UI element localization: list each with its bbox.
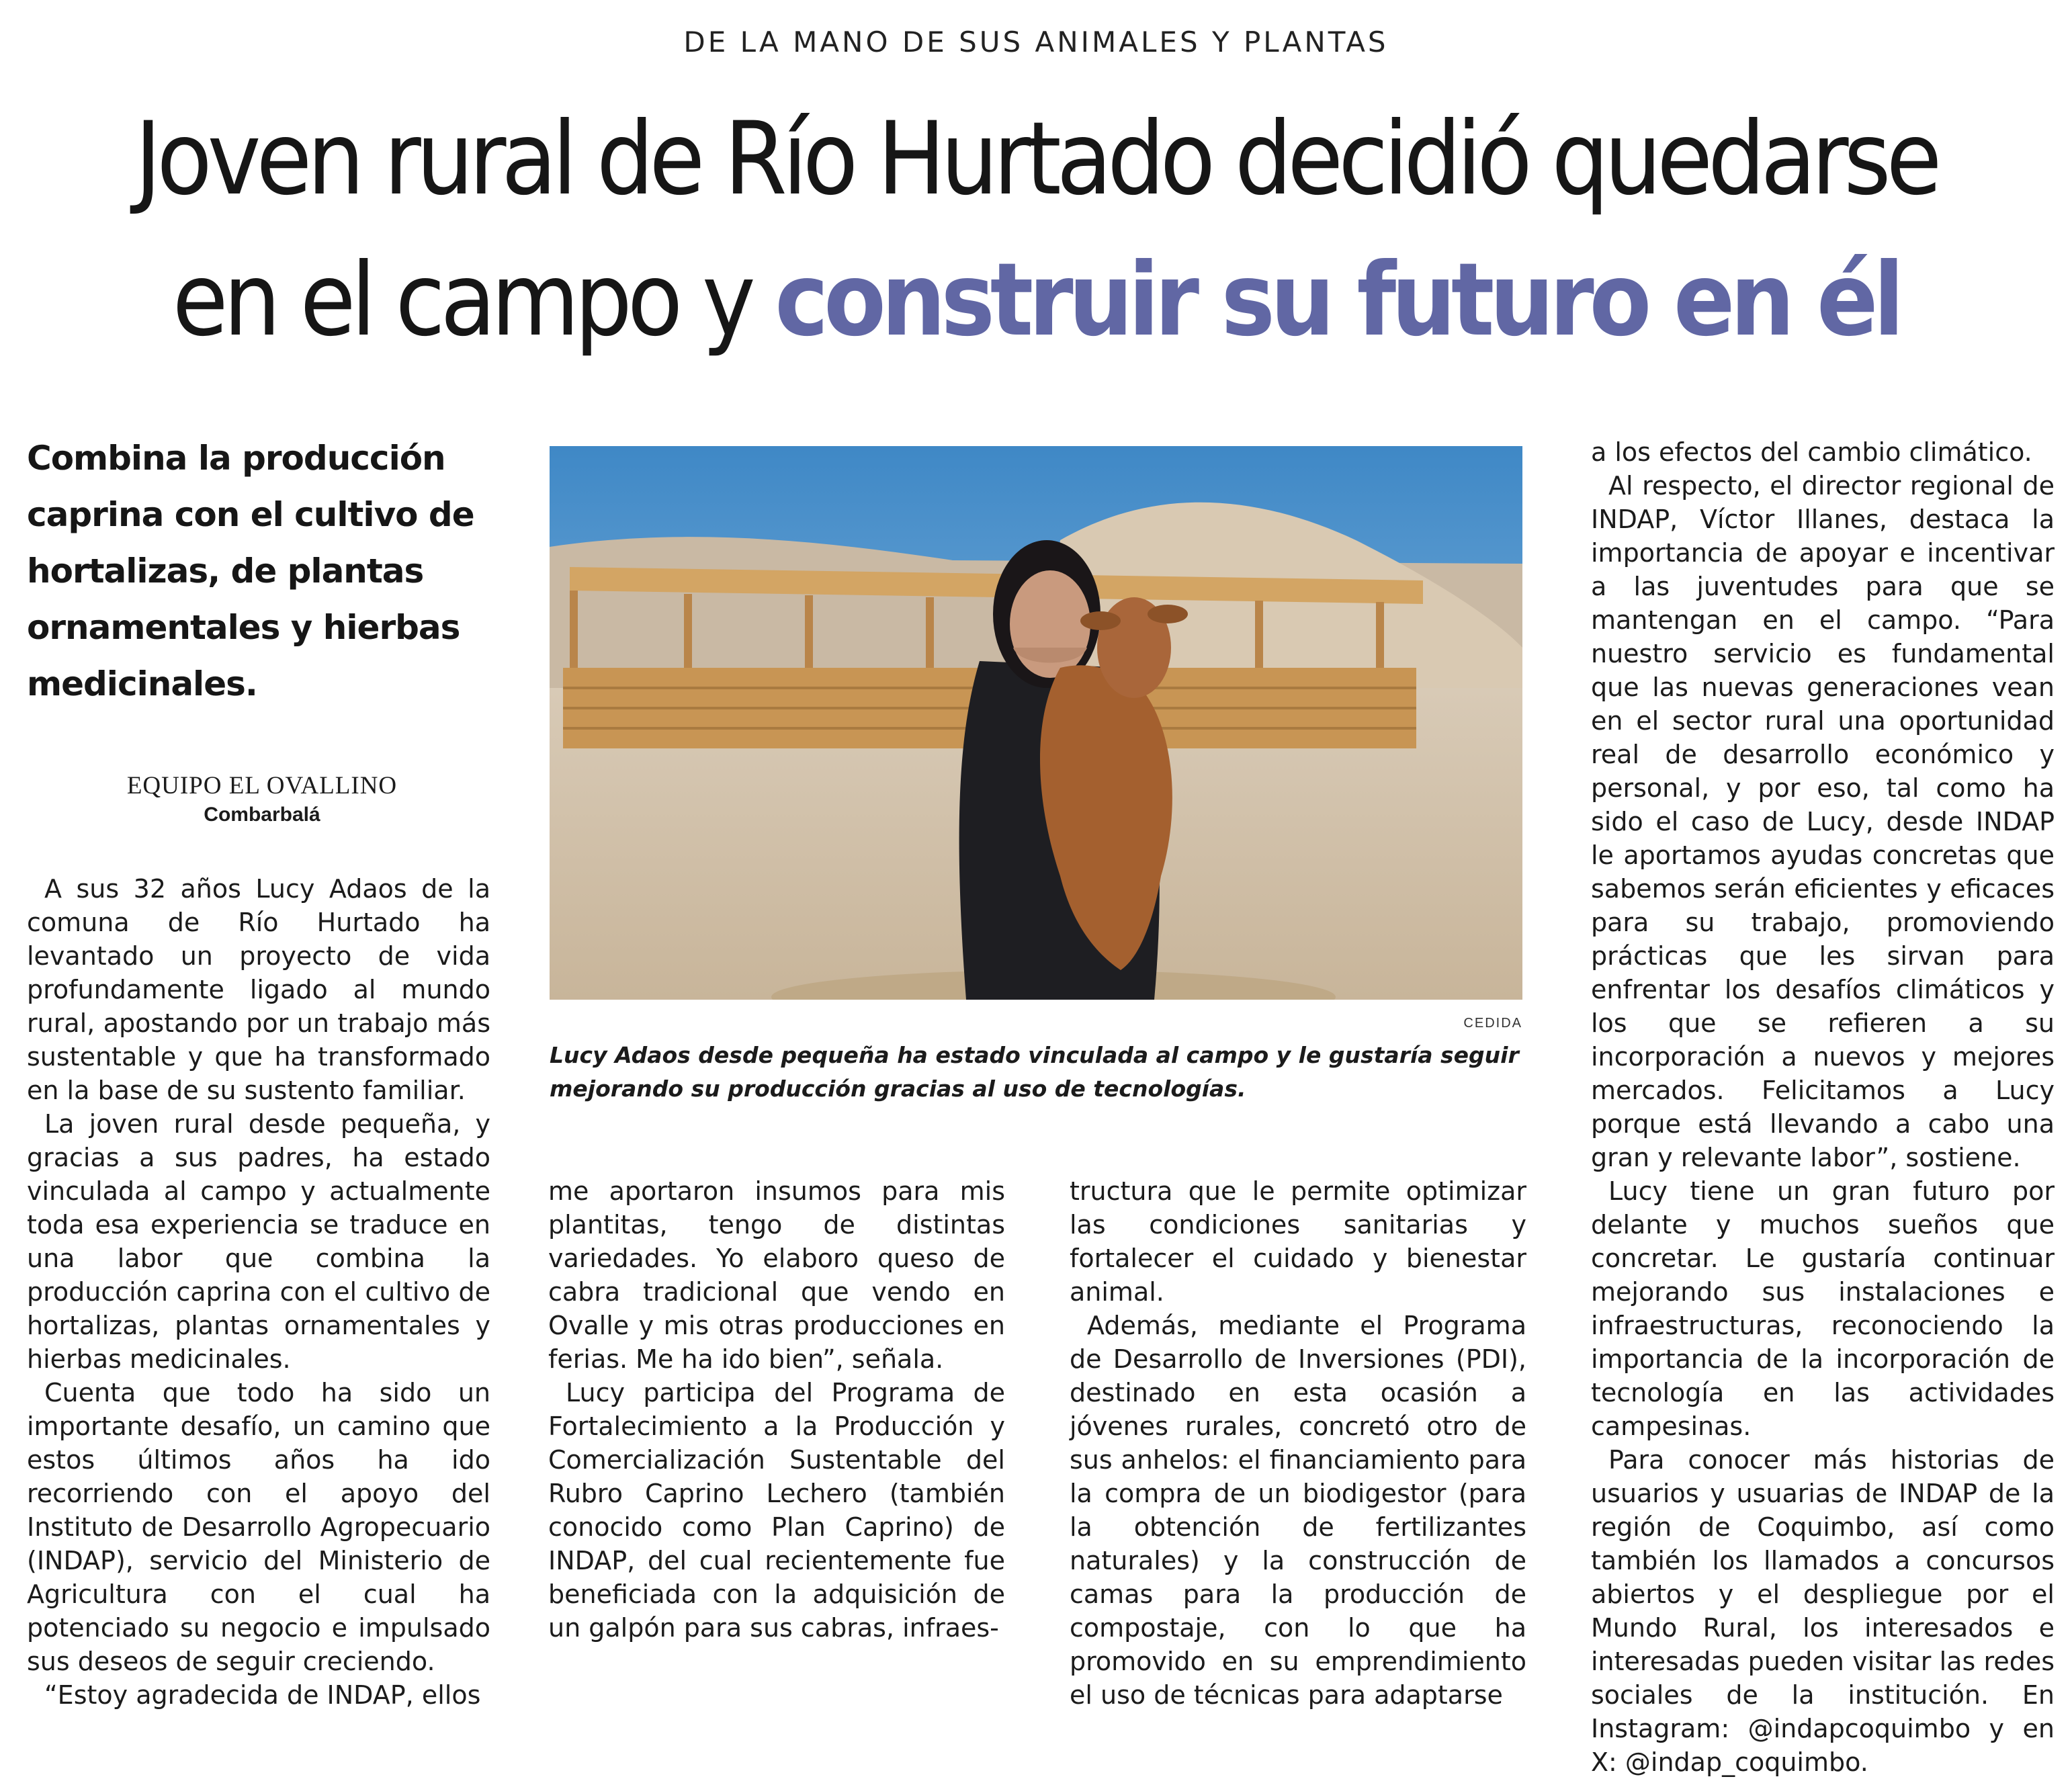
- paragraph: Lucy tiene un gran futuro por delante y muchos sueños que concretar. Le gustaría continuar mejorando sus instalaciones e infraestructuras, reconociendo la importancia de la incorporación de tecnología en las actividades campesinas.: [1591, 1176, 2055, 1441]
- paragraph: Al respecto, el director regional de INDAP, Víctor Illanes, destaca la importancia de apoyar e incentivar a las juventudes para que se mantengan en el campo. “Para nuestro servicio es fundamental que las nuevas generaciones vean en el sector rural una oportunidad real de desarrollo económico y personal, y por eso, tal como ha sido el caso de Lucy, desde INDAP le aportamos ayudas concretas que sabemos serán eficientes y eficaces para su trabajo, promoviendo prácticas que les sirvan para enfrentar los desafíos climáticos y los que se refieren a su incorporación a nuevos y mejores mercados. Felicitamos a Lucy porque está llevando a cabo una gran y relevante labor”, sostiene.: [1591, 471, 2055, 1172]
- paragraph: La joven rural desde pequeña, y gracias a sus padres, ha estado vinculada al campo y actualmente toda esa experiencia se traduce en una labor que combina la producción caprina con el cultivo de hortalizas, plantas ornamentales y hierbas medicinales.: [27, 1109, 490, 1374]
- paragraph-continued: me aportaron insumos para mis plantitas, tengo de distintas variedades. Yo elaboro queso de cabra tradicional que vendo en Ovalle y mis otras producciones en ferias. Me ha ido bien”, señala.: [548, 1176, 1005, 1374]
- byline-author: EQUIPO EL OVALLINO: [126, 772, 398, 799]
- paragraph: Lucy participa del Programa de Fortalecimiento a la Producción y Comercialización Sustentable del Rubro Caprino Lechero (también conocido como Plan Caprino) de INDAP, del cual recientemente fue beneficiada con la adquisición de un galpón para sus cabras, infraes-: [548, 1378, 1005, 1643]
- photo-caption: Lucy Adaos desde pequeña ha estado vinculada al campo y le gustaría seguir mejorando su producción gracias al uso de tecnologías.: [550, 1042, 1519, 1102]
- paragraph: Para conocer más historias de usuarios y usuarias de INDAP de la región de Coquimbo, así como también los llamados a concursos abiertos y el despliegue por el Mundo Rural, los interesados e interesadas pueden visitar las redes sociales de la institución. En Instagram: @indapcoquimbo y en X: @indap_coquimbo.: [1591, 1445, 2055, 1777]
- paragraph-continued: tructura que le permite optimizar las condiciones sanitarias y fortalecer el cuidado y bienestar animal.: [1070, 1176, 1526, 1307]
- paragraph-continued: a los efectos del cambio climático.: [1591, 437, 2032, 467]
- article-column-4: [1591, 435, 2055, 1779]
- byline-place: Combarbalá: [204, 804, 320, 826]
- article-photo: [550, 446, 1522, 1000]
- headline-plain-part: en el campo y: [172, 242, 775, 359]
- headline-highlight: construir su futuro en él: [775, 242, 1900, 359]
- article-column-1: [27, 872, 490, 1712]
- section-kicker: DE LA MANO DE SUS ANIMALES Y PLANTAS: [683, 26, 1389, 58]
- paragraph: “Estoy agradecida de INDAP, ellos: [44, 1680, 481, 1710]
- photo-credit: CEDIDA: [1463, 1016, 1522, 1031]
- article-column-3: [1070, 1174, 1526, 1712]
- article-deck: Combina la producción caprina con el cultivo de hortalizas, de plantas ornamentales y hierbas medicinales.: [27, 439, 474, 703]
- headline-line-2: [103, 242, 1969, 359]
- paragraph: Además, mediante el Programa de Desarrollo de Inversiones (PDI), destinado en esta ocasión a jóvenes rurales, concretó otro de sus anhelos: el financiamiento para la compra de un biodigestor (para la obtención de fertilizantes naturales) y la construcción de camas para la producción de compostaje, con lo que ha promovido en su emprendimiento el uso de técnicas para adaptarse: [1070, 1311, 1526, 1710]
- article-column-2: [548, 1174, 1005, 1645]
- paragraph: A sus 32 años Lucy Adaos de la comuna de Río Hurtado ha levantado un proyecto de vida profundamente ligado al mundo rural, apostando por un trabajo más sustentable y que ha transformado en la base de su sustento familiar.: [27, 874, 490, 1105]
- headline-line-1: Joven rural de Río Hurtado decidió quedarse: [134, 101, 1938, 218]
- paragraph: Cuenta que todo ha sido un importante desafío, un camino que estos últimos años ha ido recorriendo con el apoyo del Instituto de Desarrollo Agropecuario (INDAP), servicio del Ministerio de Agricultura con el cual ha potenciado su negocio e impulsado sus deseos de seguir creciendo.: [27, 1378, 490, 1676]
